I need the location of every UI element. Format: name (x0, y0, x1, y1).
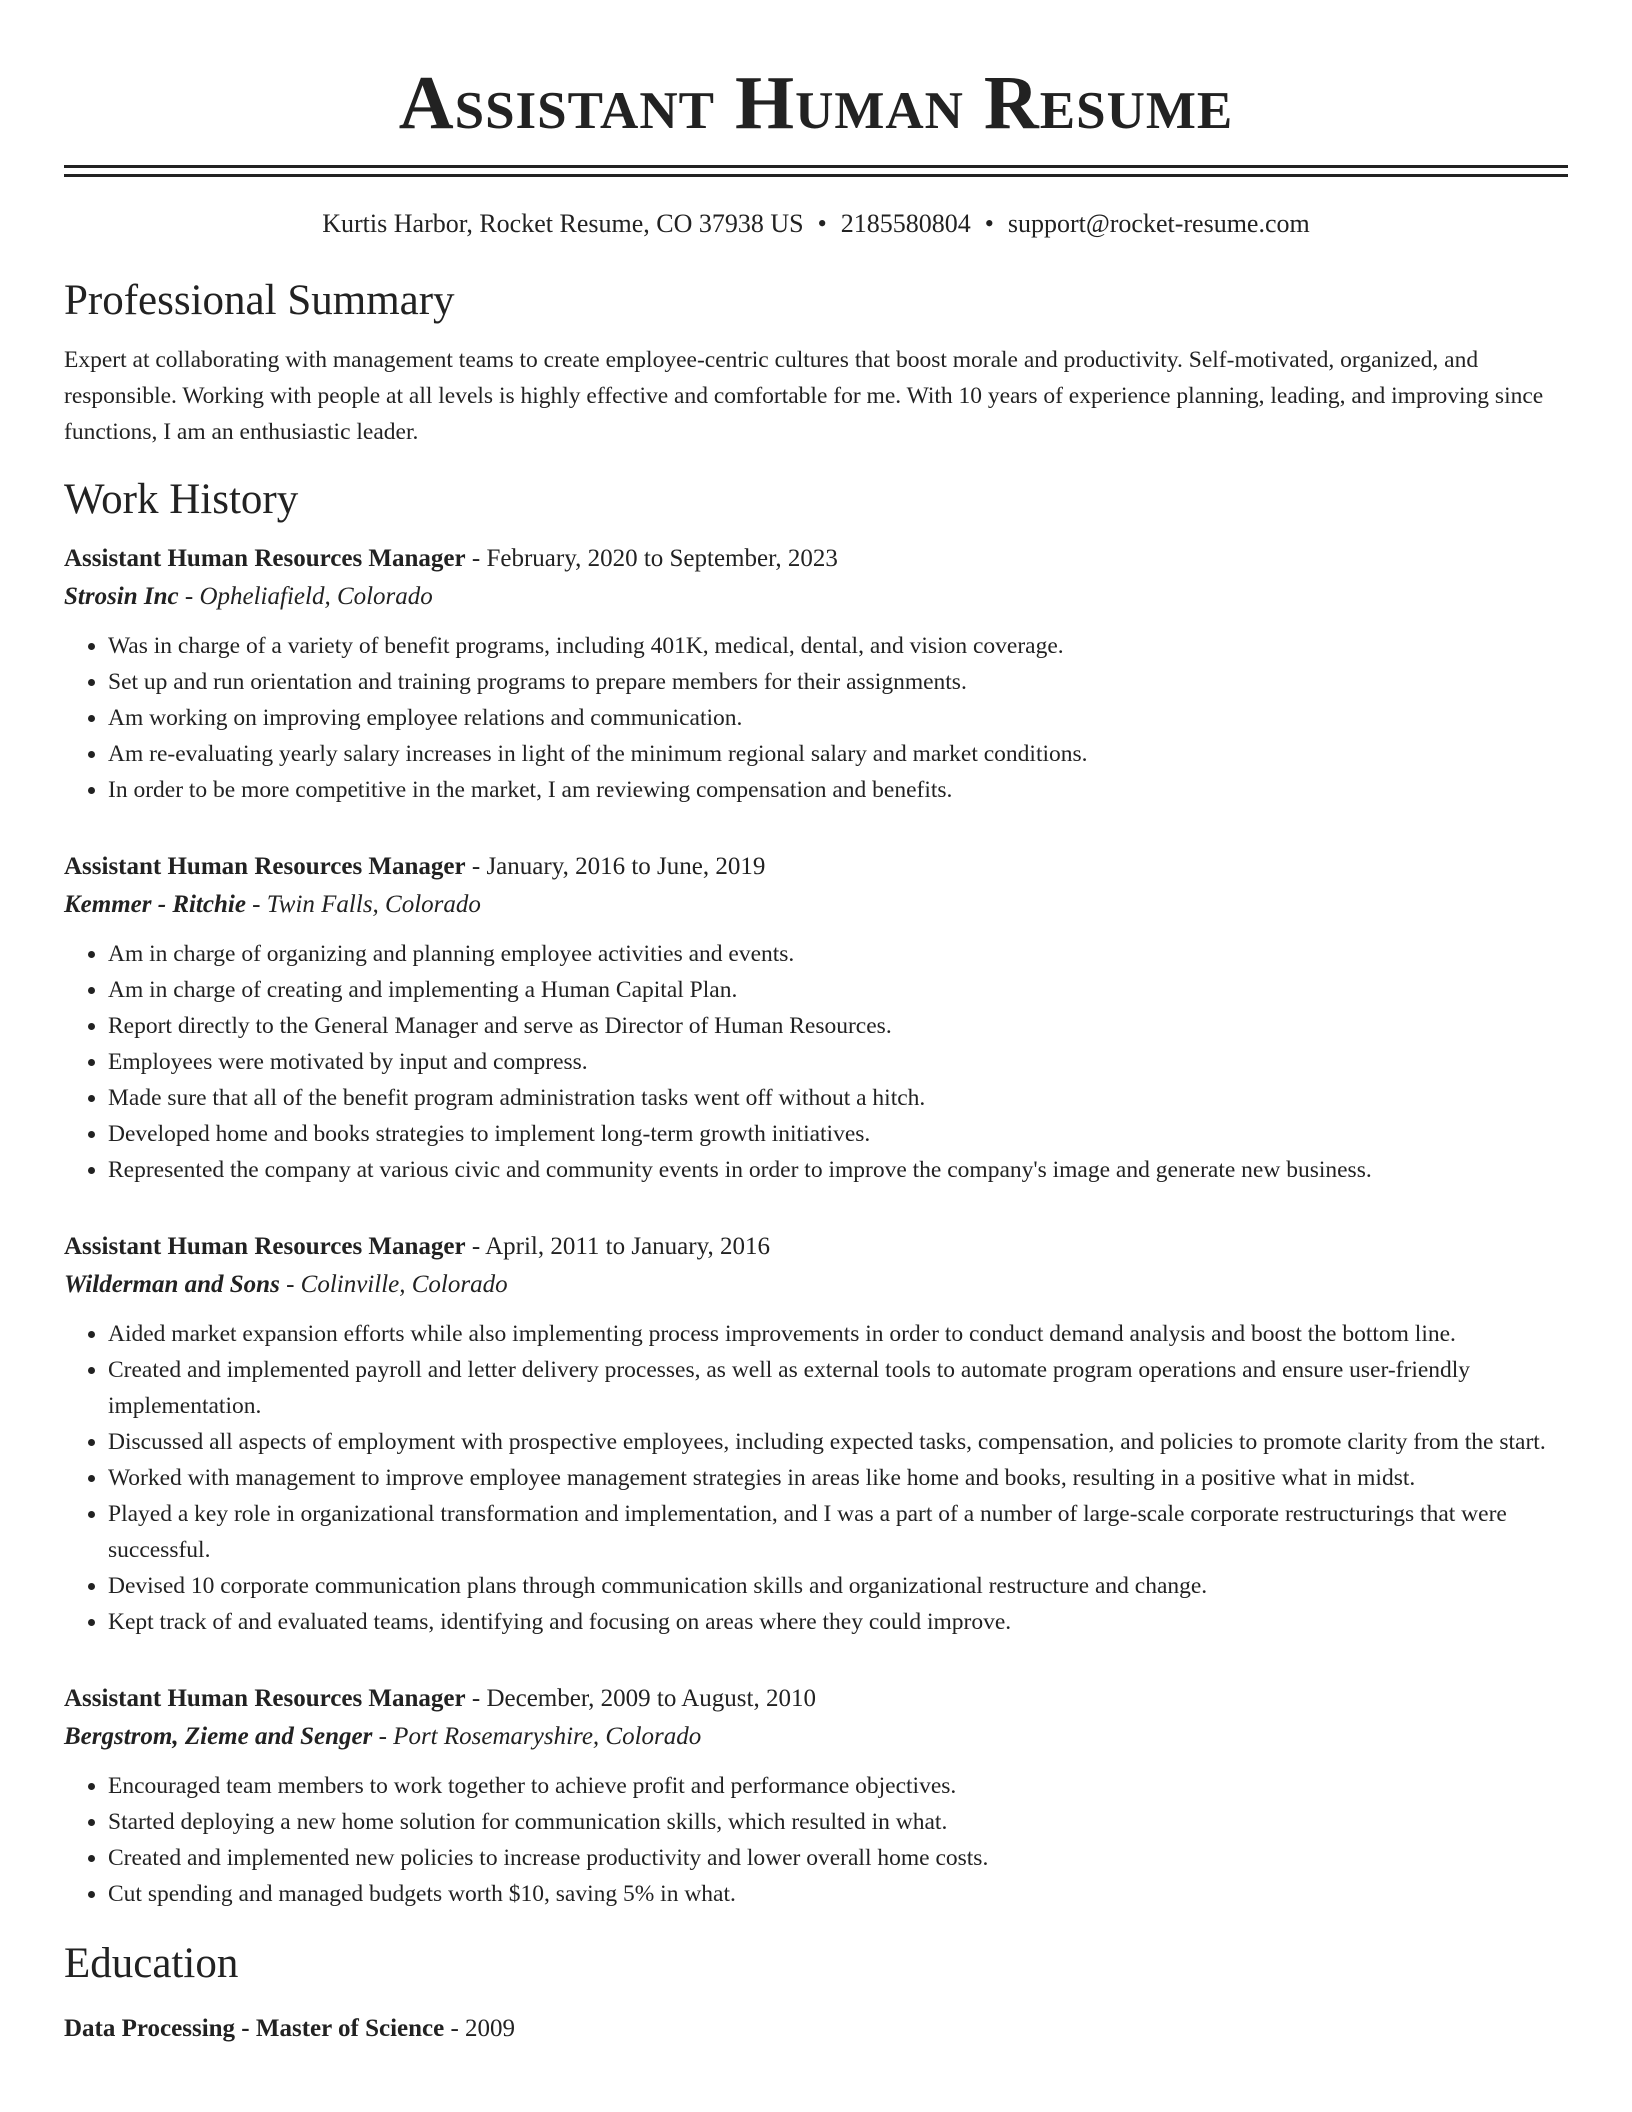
job-entry (64, 1228, 1568, 1640)
job-company: Strosin Inc (64, 583, 179, 610)
job-duty-item: • Set up and run orientation and training programs to prepare members for their assignments. (108, 664, 1568, 700)
job-duties-list (64, 1316, 1568, 1640)
job-duty-item: • Am in charge of creating and implementing a Human Capital Plan. (108, 972, 1568, 1008)
job-title-line (64, 1228, 1568, 1266)
job-company-line (64, 886, 1568, 924)
job-duties-list (64, 1768, 1568, 1912)
job-duties-list (64, 628, 1568, 808)
job-duty-item: • Devised 10 corporate communication plans through communication skills and organizational restructure and change. (108, 1568, 1568, 1604)
job-duty-item: • Am re-evaluating yearly salary increases in light of the minimum regional salary and market conditions. (108, 736, 1568, 772)
job-duty-item: • Developed home and books strategies to implement long-term growth initiatives. (108, 1116, 1568, 1152)
job-duty-item: • Created and implemented payroll and letter delivery processes, as well as external tools to automate program operations and ensure user-friendly implementation. (108, 1352, 1568, 1424)
job-company-line (64, 578, 1568, 616)
job-title: Assistant Human Resources Manager (64, 853, 466, 880)
job-duty-item: • Report directly to the General Manager and serve as Director of Human Resources. (108, 1008, 1568, 1044)
contact-phone: 2185580804 (840, 209, 971, 238)
job-duty-item: • Worked with management to improve employee management strategies in areas like home and books, resulting in a positive what in midst. (108, 1460, 1568, 1496)
education-year: - 2009 (444, 2015, 516, 2042)
job-location: - Colinville, Colorado (279, 1271, 508, 1298)
job-duty-item: • Employees were motivated by input and compress. (108, 1044, 1568, 1080)
job-duty-item: • Was in charge of a variety of benefit programs, including 401K, medical, dental, and vision coverage. (108, 628, 1568, 664)
contact-line (64, 207, 1568, 241)
job-duty-item: • Cut spending and managed budgets worth $10, saving 5% in what. (108, 1876, 1568, 1912)
contact-separator: • (984, 209, 994, 238)
contact-email[interactable]: support@rocket-resume.com (1007, 209, 1310, 238)
job-entry (64, 848, 1568, 1188)
summary-heading: Professional Summary (64, 277, 455, 324)
title-divider-top (64, 165, 1568, 168)
job-title-line (64, 848, 1568, 886)
job-duty-item: • Made sure that all of the benefit program administration tasks went off without a hitch. (108, 1080, 1568, 1116)
job-duty-item: • Created and implemented new policies to increase productivity and lower overall home costs. (108, 1840, 1568, 1876)
job-company: Wilderman and Sons (64, 1271, 280, 1298)
resume-page (64, 0, 1568, 2048)
job-duty-item: • In order to be more competitive in the market, I am reviewing compensation and benefits. (108, 772, 1568, 808)
resume-title: Assistant Human Resume (398, 61, 1234, 145)
job-duty-item: • Encouraged team members to work together to achieve profit and performance objectives. (108, 1768, 1568, 1804)
job-duty-item: • Discussed all aspects of employment with prospective employees, including expected tasks, compensation, and policies to promote clarity from the start. (108, 1424, 1568, 1460)
job-dates: - February, 2020 to September, 2023 (465, 545, 838, 572)
summary-text: Expert at collaborating with management teams to create employee-centric cultures that boost morale and productivity. Self-motivated, organized, and responsible. Working with people at all levels is highly effective and comfortable for me. With 10 years of experience planning, leading, and improving since functions, I am an enthusiastic leader. (64, 347, 1544, 445)
job-entry (64, 1680, 1568, 1912)
job-title: Assistant Human Resources Manager (64, 1685, 466, 1712)
contact-separator: • (817, 209, 827, 238)
job-dates: - December, 2009 to August, 2010 (465, 1685, 816, 1712)
education-entry (64, 2010, 1568, 2048)
job-duty-item: • Represented the company at various civic and community events in order to improve the company's image and generate new business. (108, 1152, 1568, 1188)
job-duty-item: • Kept track of and evaluated teams, identifying and focusing on areas where they could improve. (108, 1604, 1568, 1640)
job-duty-item: • Started deploying a new home solution for communication skills, which resulted in what. (108, 1804, 1568, 1840)
job-duty-item: • Am in charge of organizing and planning employee activities and events. (108, 936, 1568, 972)
job-company: Bergstrom, Zieme and Senger (64, 1723, 373, 1750)
education-heading: Education (64, 1940, 239, 1987)
job-company: Kemmer - Ritchie (64, 891, 246, 918)
job-company-line (64, 1718, 1568, 1756)
job-location: - Port Rosemaryshire, Colorado (372, 1723, 702, 1750)
job-duties-list (64, 936, 1568, 1188)
job-duty-item: • Am working on improving employee relations and communication. (108, 700, 1568, 736)
job-location: - Twin Falls, Colorado (245, 891, 481, 918)
job-duty-item: • Aided market expansion efforts while also implementing process improvements in order to conduct demand analysis and boost the bottom line. (108, 1316, 1568, 1352)
job-dates: - April, 2011 to January, 2016 (465, 1233, 770, 1260)
job-title-line (64, 1680, 1568, 1718)
job-title: Assistant Human Resources Manager (64, 545, 466, 572)
job-entry (64, 540, 1568, 808)
job-title-line (64, 540, 1568, 578)
job-location: - Opheliafield, Colorado (178, 583, 433, 610)
job-dates: - January, 2016 to June, 2019 (465, 853, 766, 880)
education-list (64, 2010, 1568, 2048)
contact-address: Kurtis Harbor, Rocket Resume, CO 37938 US (322, 209, 804, 238)
job-duty-item: • Played a key role in organizational transformation and implementation, and I was a part of a number of large-scale corporate restructurings that were successful. (108, 1496, 1568, 1568)
job-company-line (64, 1266, 1568, 1304)
work-history-list (64, 540, 1568, 1912)
title-divider-bottom (64, 174, 1568, 177)
education-degree: Data Processing - Master of Science (64, 2015, 445, 2042)
job-title: Assistant Human Resources Manager (64, 1233, 466, 1260)
work-history-heading: Work History (64, 476, 299, 523)
